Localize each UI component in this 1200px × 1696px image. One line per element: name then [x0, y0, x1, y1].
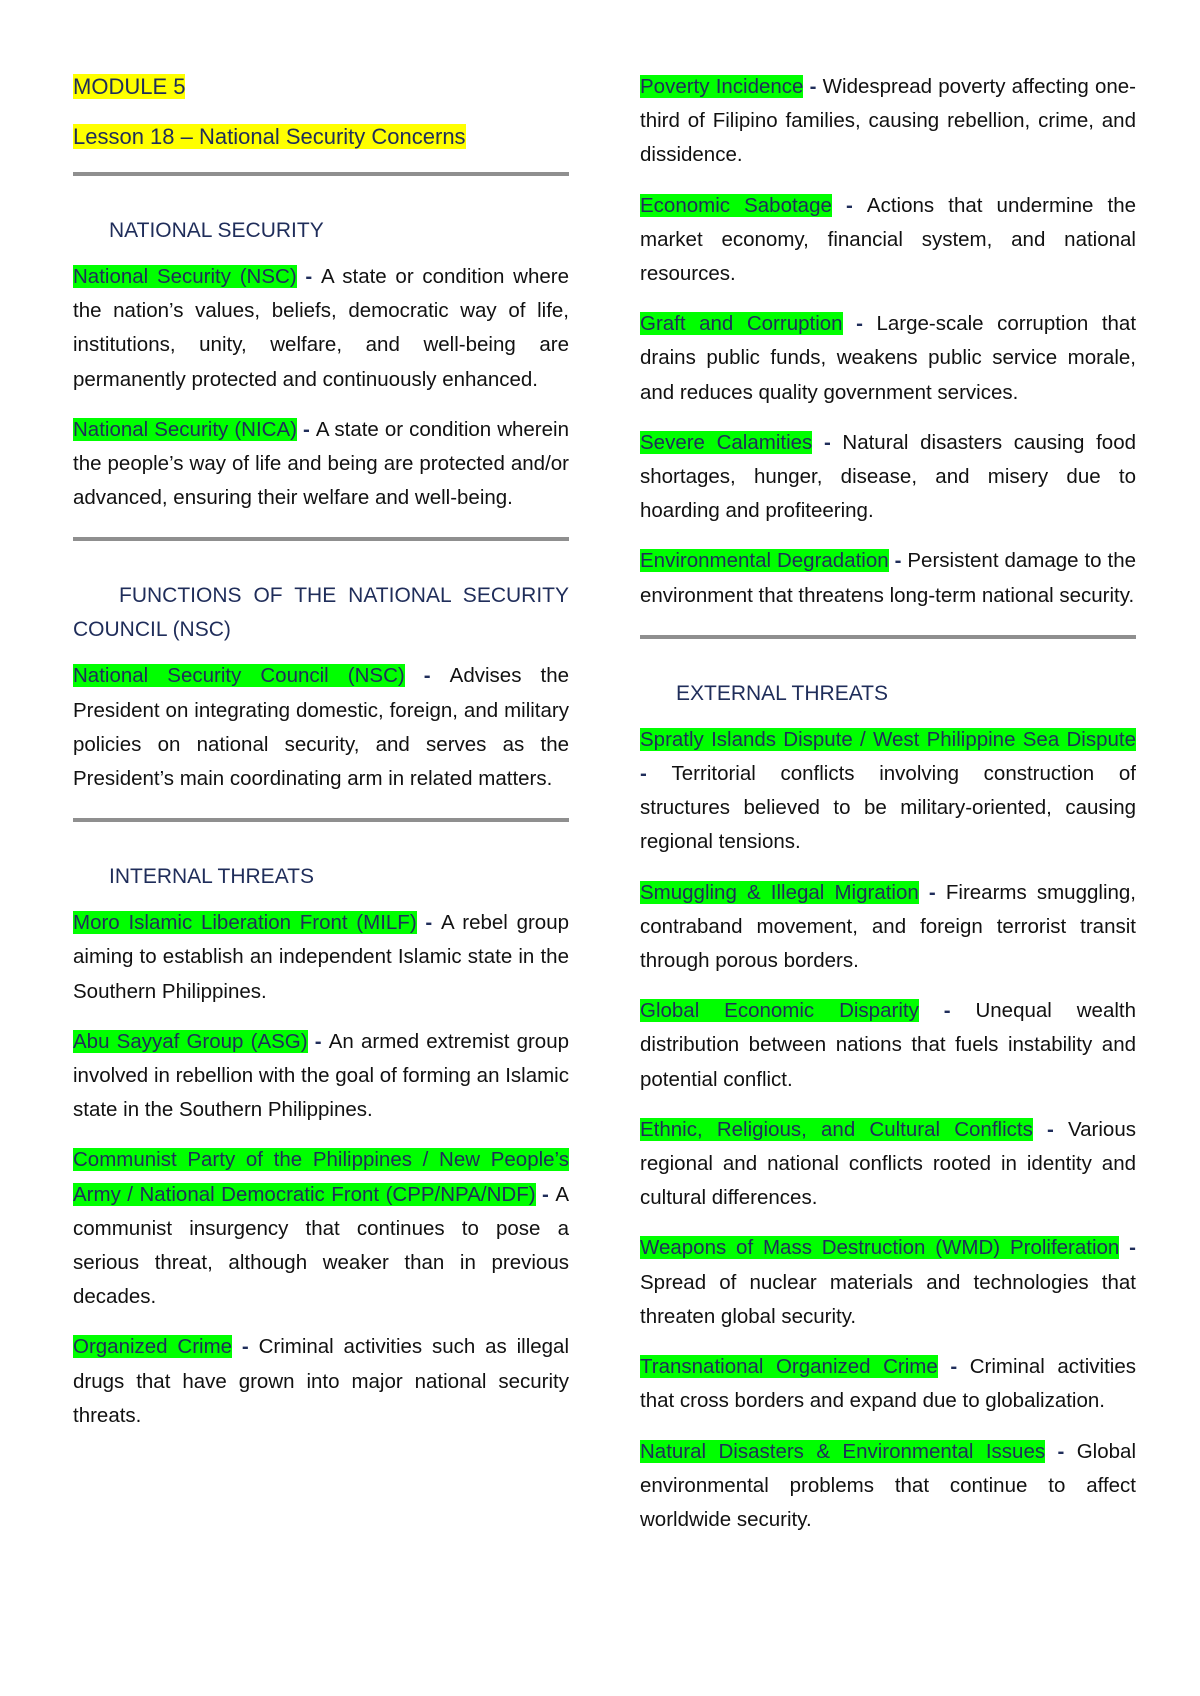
module-title: MODULE 5 [73, 74, 186, 99]
divider [73, 537, 569, 541]
threat-entry: Communist Party of the Philippines / New People’s Army / National Democratic Front (CPP/NPA/NDF) - A communist insurgency that continues to pose a serious threat, although weaker than in previous decades. [73, 1148, 569, 1309]
threat-entry: Environmental Degradation - Persistent damage to the environment that threatens long-term national security. [640, 549, 1136, 607]
divider [640, 635, 1136, 639]
divider [73, 818, 569, 822]
definition-entry: National Security Council (NSC) - Advises the President on integrating domestic, foreign, and military policies on national security, and serves as the President’s main coordinating arm in related matters. [73, 664, 570, 791]
threat-entry: Graft and Corruption - Large-scale corruption that drains public funds, weakens public service morale, and reduces quality government services. [640, 312, 1137, 404]
right-column [640, 70, 1136, 1553]
threat-entry: Smuggling & Illegal Migration - Firearms smuggling, contraband movement, and foreign terrorist transit through porous borders. [640, 880, 1136, 973]
threat-entry: Natural Disasters & Environmental Issues - Global environmental problems that continue to affect worldwide security. [640, 1439, 1136, 1531]
threat-entry: Abu Sayyaf Group (ASG) - An armed extremist group involved in rebellion with the goal of forming an Islamic state in the Southern Philippines. [73, 1029, 570, 1122]
definition-entry: National Security (NICA) - A state or condition wherein the people’s way of life and being are protected and/or advanced, ensuring their welfare and well-being. [73, 417, 569, 510]
divider [73, 172, 569, 176]
section-heading-internal-threats: INTERNAL THREATS [109, 865, 314, 889]
threat-entry: Organized Crime - Criminal activities such as illegal drugs that have grown into major national security threats. [73, 1335, 570, 1427]
threat-entry: Weapons of Mass Destruction (WMD) Proliferation - Spread of nuclear materials and technologies that threaten global security. [640, 1236, 1136, 1328]
section-heading-external-threats: EXTERNAL THREATS [676, 681, 888, 705]
definition-entry: National Security (NSC) - A state or condition where the nation’s values, beliefs, democratic way of life, institutions, unity, welfare, and well-being are permanently protected and continuously enhanced. [73, 265, 570, 391]
threat-entry: Poverty Incidence - Widespread poverty affecting one-third of Filipino families, causing rebellion, crime, and dissidence. [640, 75, 1137, 167]
left-column [73, 70, 569, 1449]
threat-entry: Severe Calamities - Natural disasters causing food shortages, hunger, disease, and misery due to hoarding and profiteering. [640, 430, 1137, 523]
section-heading-national-security: NATIONAL SECURITY [109, 219, 324, 242]
lesson-title: Lesson 18 – National Security Concerns [73, 124, 466, 149]
section-heading-nsc-functions: FUNCTIONS OF THE NATIONAL SECURITY COUNCIL (NSC) [73, 584, 569, 642]
threat-entry: Ethnic, Religious, and Cultural Conflicts - Various regional and national conflicts rooted in identity and cultural differences. [640, 1117, 1136, 1210]
threat-entry: Economic Sabotage - Actions that undermine the market economy, financial system, and national resources. [640, 193, 1137, 286]
threat-entry: Moro Islamic Liberation Front (MILF) - A rebel group aiming to establish an independent Islamic state in the Southern Philippines. [73, 911, 569, 1003]
threat-entry: Global Economic Disparity - Unequal wealth distribution between nations that fuels instability and potential conflict. [640, 999, 1136, 1091]
threat-entry: Spratly Islands Dispute / West Philippine Sea Dispute - Territorial conflicts involving construction of structures believed to be military-oriented, causing regional tensions. [640, 727, 1136, 854]
threat-entry: Transnational Organized Crime - Criminal activities that cross borders and expand due to globalization. [640, 1355, 1137, 1413]
